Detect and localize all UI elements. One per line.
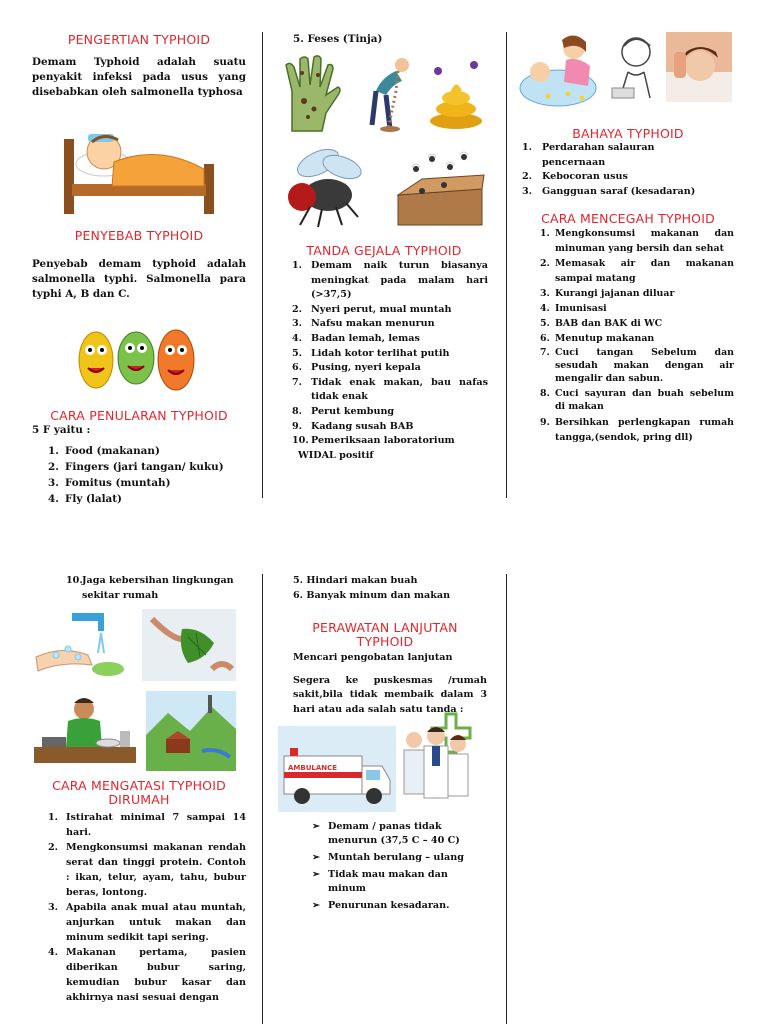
list-text: Mengkonsumsi makanan rendah serat dan tinggi protein. Contoh : ikan, telur, ayam, tahu, bubur beras, lontong. (66, 842, 246, 899)
list-item (292, 376, 488, 405)
list-number: 8. (540, 388, 550, 400)
feces-icon (424, 51, 488, 133)
mengatasi-heading-line2: DIRUMAH (108, 792, 170, 808)
list-item (312, 868, 472, 896)
fly-icon (278, 145, 370, 231)
list-number: 4. (48, 493, 59, 505)
column-divider-bottom-right (506, 574, 507, 1024)
list-item (292, 332, 488, 347)
list-number: 2. (48, 842, 59, 854)
feses-item: 5. Feses (Tinja) (293, 33, 383, 45)
list-number: 1. (522, 142, 533, 153)
column-divider-top-right (506, 32, 507, 498)
list-text: Menutup makanan (555, 333, 655, 345)
sick-person-sketch-icon (610, 32, 660, 102)
list-text: Kadang susah BAB (311, 420, 414, 432)
list-number: 6. (292, 362, 303, 374)
bahaya-heading-typhoid: TYPHOID (626, 126, 684, 141)
list-item (48, 444, 246, 459)
list-text: Fly (lalat) (65, 493, 122, 505)
column-divider-top-left (262, 32, 263, 498)
ambulance-doctors-illustration (278, 726, 492, 814)
list-item (48, 810, 246, 840)
dishwashing-man-icon (32, 691, 138, 771)
gejala-heading-main: TANDA GEJALA (306, 243, 401, 258)
panel-mengatasi (32, 574, 246, 1005)
penyebab-text: Penyebab demam typhoid adalah salmonella typhi. Salmonella para typhi A, B dan C. (32, 258, 246, 300)
list-text: Imunisasi (555, 303, 607, 315)
panel-bahaya (518, 32, 738, 445)
kebersihan-item (32, 574, 246, 603)
list-text: Perut kembung (311, 405, 395, 417)
list-number: 3. (522, 185, 533, 197)
list-number: 9. (292, 420, 303, 432)
mengatasi-heading-line1: CARA MENGATASI TYPHOID (52, 778, 226, 794)
list-item (48, 840, 246, 900)
list-text: Penurunan kesadaran. (328, 899, 450, 911)
gejala-last-line: WIDAL positif (298, 449, 374, 461)
list-item (540, 415, 734, 445)
list-item (292, 303, 488, 318)
pengertian-text: Demam Typhoid adalah suatu penyakit infeksi pada usus yang disebabkan oleh salmonella typhosa (32, 56, 246, 98)
washing-vegetables-icon (142, 609, 236, 681)
list-number: 9. (540, 417, 550, 429)
list-text: Jaga kebersihan lingkungan sekitar rumah (82, 575, 234, 601)
penularan-intro: 5 F yaitu : (32, 424, 91, 436)
list-number: 7. (540, 347, 550, 359)
list-text: Demam naik turun biasanya meningkat pada malam hari (>37,5) (311, 260, 488, 301)
doctors-icon (396, 704, 476, 814)
list-item (540, 316, 734, 331)
arrow-bullet-icon: ➢ (312, 820, 321, 832)
perawatan-heading-line1: PERAWATAN LANJUTAN (312, 620, 458, 636)
list-item (48, 460, 246, 475)
list-number: 3. (48, 902, 59, 914)
list-item (540, 226, 734, 256)
panel-perawatan (278, 574, 492, 913)
list-item (522, 170, 702, 185)
list-item (540, 301, 734, 316)
list-number: 4. (540, 303, 550, 315)
list-text: Badan lemah, lemas (311, 332, 420, 344)
list-text: Pemeriksaan laboratorium (311, 435, 455, 447)
list-item (292, 405, 488, 420)
list-number: 5. (292, 347, 303, 359)
list-number: 1. (292, 260, 303, 271)
mother-child-icon (518, 32, 604, 110)
list-item (292, 434, 488, 449)
gejala-list (292, 259, 488, 463)
list-number: 2. (292, 303, 303, 315)
perawatan-heading (278, 621, 492, 649)
gejala-heading-typhoid: TYPHOID (404, 243, 462, 258)
penularan-heading-typhoid: TYPHOID (171, 408, 228, 423)
list-item (540, 387, 734, 413)
column-divider-bottom-left (262, 574, 263, 1024)
perawatan-text: Segera ke puskesmas /rumah sakit,bila tidak membaik dalam 3 hari atau ada salah satu tanda : (293, 674, 487, 715)
list-item (292, 317, 488, 332)
list-text: Nafsu makan menurun (311, 318, 435, 330)
list-item (312, 820, 472, 848)
list-item (292, 420, 488, 435)
list-text: Perdarahan salauran pencernaan (542, 142, 655, 168)
list-text: Istirahat minimal 7 sampai 14 hari. (66, 812, 246, 839)
list-number: 3. (48, 477, 59, 489)
bahaya-list (522, 141, 702, 199)
list-number: 6. (540, 333, 550, 345)
list-text: Muntah berulang – ulang (328, 851, 464, 863)
list-text: Cuci sayuran dan buah sebelum di makan (555, 388, 734, 413)
list-number: 7. (292, 376, 303, 388)
mencegah-heading-main: CARA MENCEGAH (541, 211, 654, 227)
bahaya-heading (518, 126, 738, 141)
mencegah-heading (518, 211, 738, 226)
arrow-bullet-icon: ➢ (312, 868, 321, 880)
hygiene-illustrations-bottom (32, 691, 236, 771)
penularan-heading-main: CARA PENULARAN (50, 408, 167, 423)
list-number: 10. (66, 575, 83, 586)
list-text: Tidak enak makan, bau nafas tidak enak (311, 376, 488, 403)
list-text: Kurangi jajanan diluar (555, 288, 675, 300)
perawatan-intro: Mencari pengobatan lanjutan (293, 652, 453, 664)
hindari-buah-item: 5. Hindari makan buah (293, 575, 418, 586)
list-item (48, 900, 246, 945)
list-number: 2. (540, 258, 550, 270)
banyak-minum-item: 6. Banyak minum dan makan (293, 589, 451, 601)
list-text: Memasak air dan makanan sampai matang (555, 258, 734, 285)
list-item (292, 347, 488, 362)
list-item (48, 945, 246, 1005)
list-text: Tidak mau makan dan minum (328, 868, 448, 894)
panel-gejala (278, 32, 490, 463)
vomiting-man-icon (352, 51, 418, 133)
list-number: 8. (292, 405, 303, 417)
list-text: Pusing, nyeri kepala (311, 362, 421, 374)
list-item (292, 361, 488, 376)
list-text: Mengkonsumsi makanan dan minuman yang bersih dan sehat (555, 228, 734, 255)
mengatasi-list (48, 810, 246, 1005)
list-number: 5. (540, 318, 550, 330)
hygiene-illustrations-top (32, 609, 236, 681)
list-text: Cuci tangan Sebelum dan sesudah makan dengan air mengalir dan sabun. (555, 347, 734, 385)
fingers-vomit-feces-illustration (278, 51, 488, 133)
ambulance-icon (278, 726, 396, 812)
arrow-bullet-icon: ➢ (312, 899, 321, 911)
list-text: BAB dan BAK di WC (555, 318, 663, 330)
list-number: 3. (292, 318, 303, 330)
list-text: Gangguan saraf (kesadaran) (542, 185, 696, 197)
list-item (522, 141, 702, 170)
list-item (292, 259, 488, 303)
list-number: 2. (48, 461, 59, 473)
list-item (48, 476, 246, 491)
list-text: Fomitus (muntah) (65, 477, 171, 489)
list-number: 1. (540, 228, 550, 240)
arrow-bullet-icon: ➢ (312, 851, 321, 863)
list-number: 1. (48, 445, 59, 457)
list-number: 2. (522, 171, 533, 183)
clean-environment-icon (146, 691, 236, 771)
list-number: 10. (292, 435, 309, 447)
list-item (540, 346, 734, 385)
list-item (540, 256, 734, 286)
list-number: 3. (540, 288, 550, 300)
penularan-list (48, 444, 246, 507)
ambulance-label: AMBULANCE (288, 763, 338, 772)
fly-illustrations (278, 145, 488, 231)
sick-child-photo-icon (666, 32, 732, 102)
flies-on-food-icon (392, 145, 488, 231)
list-number: 4. (48, 947, 59, 959)
list-text: Fingers (jari tangan/ kuku) (65, 461, 224, 473)
mengatasi-heading (32, 779, 246, 807)
list-text: Bersihkan perlengkapan rumah tangga,(sendok, pring dll) (555, 417, 734, 444)
list-number: 1. (48, 812, 59, 824)
list-item (540, 286, 734, 301)
list-item (48, 492, 246, 507)
list-text: Nyeri perut, mual muntah (311, 303, 452, 315)
list-text: Makanan pertama, pasien diberikan bubur saring, kemudian bubur kasar dan akhirnya nasi sesuai dengan (66, 947, 246, 1004)
perawatan-heading-line2: TYPHOID (356, 634, 414, 650)
sick-care-illustrations (518, 32, 732, 110)
germs-illustration (74, 308, 246, 400)
list-text: Apabila anak mual atau muntah, anjurkan untuk makan dan minum sedikit tapi sering. (66, 902, 246, 944)
list-text: Demam / panas tidak menurun (37,5 C – 40 C) (328, 820, 460, 846)
list-item (522, 185, 742, 200)
tanda-list (312, 820, 472, 913)
pengertian-heading: PENGERTIAN TYPHOID (67, 32, 211, 47)
penyebab-heading: PENYEBAB TYPHOID (74, 228, 204, 243)
list-text: Lidah kotor terlihat putih (311, 347, 450, 359)
gejala-heading (278, 243, 490, 258)
sick-child-bed-illustration (64, 114, 246, 214)
list-item (312, 851, 472, 865)
dirty-hand-icon (278, 51, 346, 133)
list-item (540, 331, 734, 346)
handwashing-icon (32, 609, 128, 681)
list-item (312, 899, 472, 913)
penularan-heading (32, 408, 246, 423)
list-text: Kebocoran usus (542, 171, 628, 183)
panel-pengertian (32, 32, 246, 507)
bahaya-heading-main: BAHAYA (572, 126, 623, 141)
mencegah-heading-typhoid: TYPHOID (658, 211, 715, 227)
list-text: Food (makanan) (65, 445, 160, 457)
mencegah-list (540, 226, 734, 445)
list-number: 4. (292, 332, 303, 344)
